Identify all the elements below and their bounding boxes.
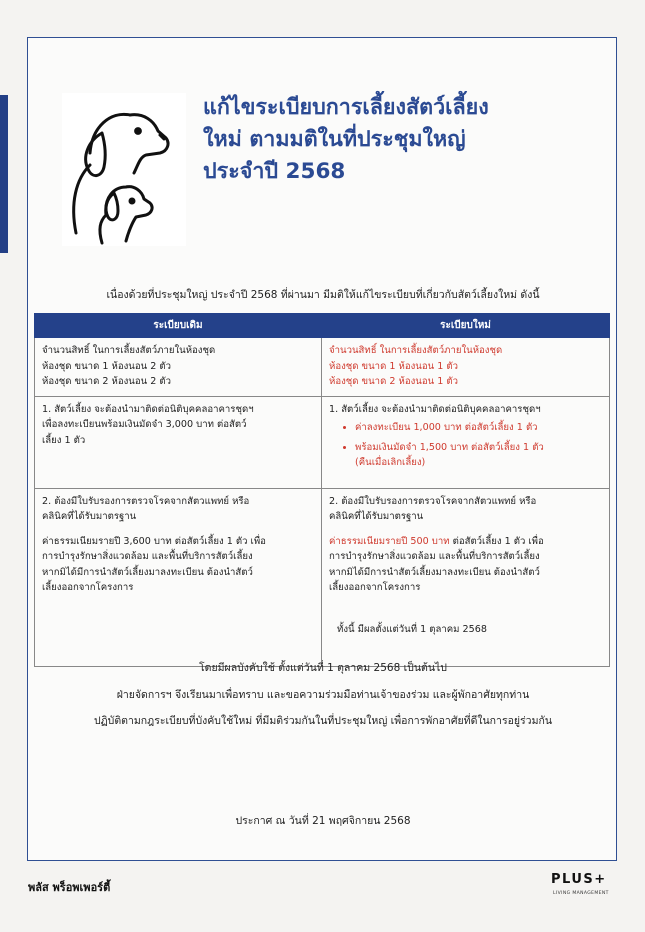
text-line: ห้องชุด ขนาด 2 ห้องนอน 1 ตัว	[329, 376, 458, 387]
table-row	[35, 338, 610, 397]
page-title	[203, 92, 603, 188]
plus-logo: PLUS+	[551, 872, 607, 887]
dog-and-puppy-icon	[62, 93, 186, 246]
table-row	[35, 488, 610, 666]
text-line: คลินิคที่ได้รับมาตรฐาน	[329, 511, 424, 522]
announcement-date: ประกาศ ณ วันที่ 21 พฤศจิกายน 2568	[235, 815, 411, 827]
text-line: หากมิได้มีการนำสัตว์เลี้ยงมาลงทะเบียน ต้องนำสัตว์	[329, 566, 540, 578]
text-line: 1. สัตว์เลี้ยง จะต้องนำมาติดต่อนิติบุคคลอาคารชุดฯ	[42, 403, 254, 415]
text-line: ค่าธรรมเนียมรายปี 3,600 บาท ต่อสัตว์เลี้ยง 1 ตัว เพื่อ	[42, 535, 266, 547]
text-line: เพื่อลงทะเบียนพร้อมเงินมัดจำ 3,000 บาท ต่อสัตว์	[42, 419, 247, 430]
old-deposit-cell	[35, 396, 322, 488]
new-quota-cell	[322, 338, 610, 397]
text-line: จำนวนสิทธิ์ ในการเลี้ยงสัตว์ภายในห้องชุด	[329, 345, 503, 356]
accent-bar	[0, 95, 8, 253]
text-line: 1. สัตว์เลี้ยง จะต้องนำมาติดต่อนิติบุคคลอาคารชุดฯ	[329, 403, 541, 415]
logo-subtitle: LIVING MANAGEMENT	[553, 891, 609, 896]
text-line	[329, 534, 601, 550]
text-line: ห้องชุด ขนาด 1 ห้องนอน 2 ตัว	[42, 360, 171, 372]
title-line-1: แก้ไขระเบียบการเลี้ยงสัตว์เลี้ยง	[203, 95, 489, 120]
text-line: 2. ต้องมีใบรับรองการตรวจโรคจากสัตวแพทย์ หรือ	[329, 495, 537, 507]
deposit-refund-note: (คืนเมื่อเลิกเลี้ยง)	[355, 457, 426, 468]
deposit-amount: พร้อมเงินมัดจำ 1,500 บาท ต่อสัตว์เลี้ยง 1 ตัว	[355, 441, 544, 453]
header-old-rules: ระเบียบเดิม	[35, 314, 322, 338]
intro-text: เนื่องด้วยที่ประชุมใหญ่ ประจำปี 2568 ที่ผ่านมา มีมติให้แก้ไขระเบียบที่เกี่ยวกับสัตว์เลี้ยงใหม่ ดังนี้	[106, 289, 540, 301]
cooperation-request: ฝ่ายจัดการฯ จึงเรียนมาเพื่อทราบ และขอความร่วมมือท่านเจ้าของร่วม และผู้พักอาศัยทุกท่าน	[116, 689, 530, 701]
text-line: ห้องชุด ขนาด 1 ห้องนอน 1 ตัว	[329, 360, 458, 372]
text-line: เลี้ยงออกจากโครงการ	[329, 582, 421, 593]
deposit-bullet-list	[329, 420, 601, 471]
list-item	[355, 420, 601, 436]
header-new-rules: ระเบียบใหม่	[322, 314, 610, 338]
effective-date-note: ทั้งนี้ มีผลตั้งแต่วันที่ 1 ตุลาคม 2568	[337, 623, 487, 635]
old-fee-cell	[35, 488, 322, 666]
effective-statement: โดยมีผลบังคับใช้ ตั้งแต่วันที่ 1 ตุลาคม 2568 เป็นต้นไป	[199, 662, 447, 674]
new-deposit-cell	[322, 396, 610, 488]
text-line: เลี้ยง 1 ตัว	[42, 434, 86, 446]
title-line-3: ประจำปี 2568	[203, 159, 346, 184]
new-annual-fee: ค่าธรรมเนียมรายปี 500 บาท	[329, 535, 450, 547]
text-line: หากมิได้มีการนำสัตว์เลี้ยงมาลงทะเบียน ต้องนำสัตว์	[42, 566, 253, 578]
fee-rest: ต่อสัตว์เลี้ยง 1 ตัว เพื่อ	[449, 535, 544, 547]
company-name: พลัส พร็อพเพอร์ตี้	[28, 881, 111, 894]
list-item	[355, 440, 601, 471]
old-quota-cell	[35, 338, 322, 397]
text-line: จำนวนสิทธิ์ ในการเลี้ยงสัตว์ภายในห้องชุด	[42, 345, 216, 356]
hero-illustration	[62, 93, 186, 246]
table-row	[35, 396, 610, 488]
registration-fee: ค่าลงทะเบียน 1,000 บาท ต่อสัตว์เลี้ยง 1 ตัว	[355, 422, 538, 433]
text-line: 2. ต้องมีใบรับรองการตรวจโรคจากสัตวแพทย์ หรือ	[42, 495, 250, 507]
new-fee-cell	[322, 488, 610, 666]
table-header-row	[35, 314, 610, 338]
title-line-2: ใหม่ ตามมติในที่ประชุมใหญ่	[203, 127, 466, 152]
text-line: การบำรุงรักษาสิ่งแวดล้อม และพื้นที่บริการสัตว์เลี้ยง	[42, 551, 253, 562]
text-line: เลี้ยงออกจากโครงการ	[42, 582, 134, 593]
text-line: คลินิคที่ได้รับมาตรฐาน	[42, 511, 137, 522]
text-line: การบำรุงรักษาสิ่งแวดล้อม และพื้นที่บริการสัตว์เลี้ยง	[329, 551, 540, 562]
rules-comparison-table	[34, 313, 610, 667]
compliance-request: ปฏิบัติตามกฎระเบียบที่บังคับใช้ใหม่ ที่มีมติร่วมกันในที่ประชุมใหญ่ เพื่อการพักอาศัยที่ดีในการอยู่ร่วมกัน	[93, 715, 553, 727]
text-line: ห้องชุด ขนาด 2 ห้องนอน 2 ตัว	[42, 376, 171, 387]
